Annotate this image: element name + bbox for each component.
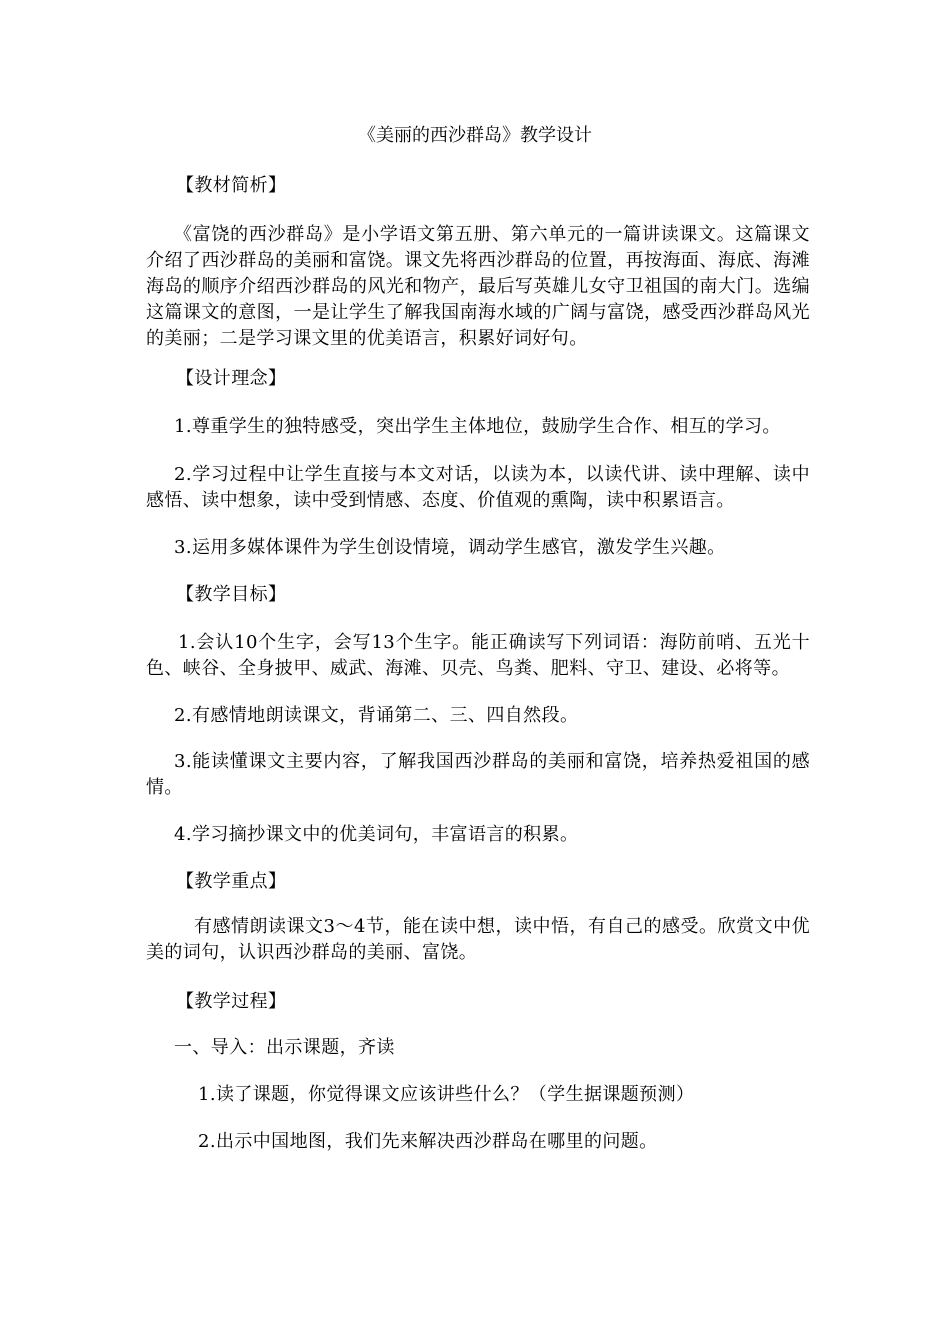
document-title: 《美丽的西沙群岛》教学设计 xyxy=(358,125,592,146)
design-concept-item-1: 1.尊重学生的独特感受，突出学生主体地位，鼓励学生合作、相互的学习。 xyxy=(174,416,781,437)
material-analysis-paragraph: 《富饶的西沙群岛》是小学语文第五册、第六单元的一篇讲读课文。这篇课文介绍了西沙群岛的美丽和富饶。课文先将西沙群岛的位置，再按海面、海底、海滩海岛的顺序介绍西沙群岛的风光和物产，最后写英雄儿女守卫祖国的南大门。选编这篇课文的意图，一是让学生了解我国南海水域的广阔与富饶，感受西沙群岛风光的美丽；二是学习课文里的优美语言，积累好词好句。 xyxy=(146,224,810,349)
process-item-2: 2.出示中国地图，我们先来解决西沙群岛在哪里的问题。 xyxy=(198,1131,658,1152)
heading-teaching-goals: 【教学目标】 xyxy=(176,584,287,605)
heading-teaching-process: 【教学过程】 xyxy=(176,991,287,1012)
heading-design-concept: 【设计理念】 xyxy=(176,368,287,389)
teaching-goal-item-4: 4.学习摘抄课文中的优美词句，丰富语言的积累。 xyxy=(174,824,579,845)
teaching-goal-item-2: 2.有感情地朗读课文，背诵第二、三、四自然段。 xyxy=(174,705,579,726)
design-concept-item-2: 2.学习过程中让学生直接与本文对话，以读为本，以读代讲、读中理解、读中感悟、读中想象，读中受到情感、态度、价值观的熏陶，读中积累语言。 xyxy=(146,464,810,511)
teaching-goal-item-1: 1.会认10个生字，会写13个生字。能正确读写下列词语：海防前哨、五光十色、峡谷、全身披甲、威武、海滩、贝壳、鸟粪、肥料、守卫、建设、必将等。 xyxy=(146,632,810,679)
heading-material-analysis: 【教材简析】 xyxy=(176,175,287,196)
process-item-1: 1.读了课题，你觉得课文应该讲些什么？（学生据课题预测） xyxy=(198,1084,695,1105)
heading-key-points: 【教学重点】 xyxy=(176,871,287,892)
process-step-1-intro: 一、导入：出示课题，齐读 xyxy=(174,1037,395,1058)
design-concept-item-3: 3.运用多媒体课件为学生创设情境，调动学生感官，激发学生兴趣。 xyxy=(174,537,726,558)
key-points-paragraph: 有感情朗读课文3～4节，能在读中想，读中悟，有自己的感受。欣赏文中优美的词句，认识西沙群岛的美丽、富饶。 xyxy=(146,916,810,963)
teaching-goal-item-3: 3.能读懂课文主要内容，了解我国西沙群岛的美丽和富饶，培养热爱祖国的感情。 xyxy=(146,751,810,798)
